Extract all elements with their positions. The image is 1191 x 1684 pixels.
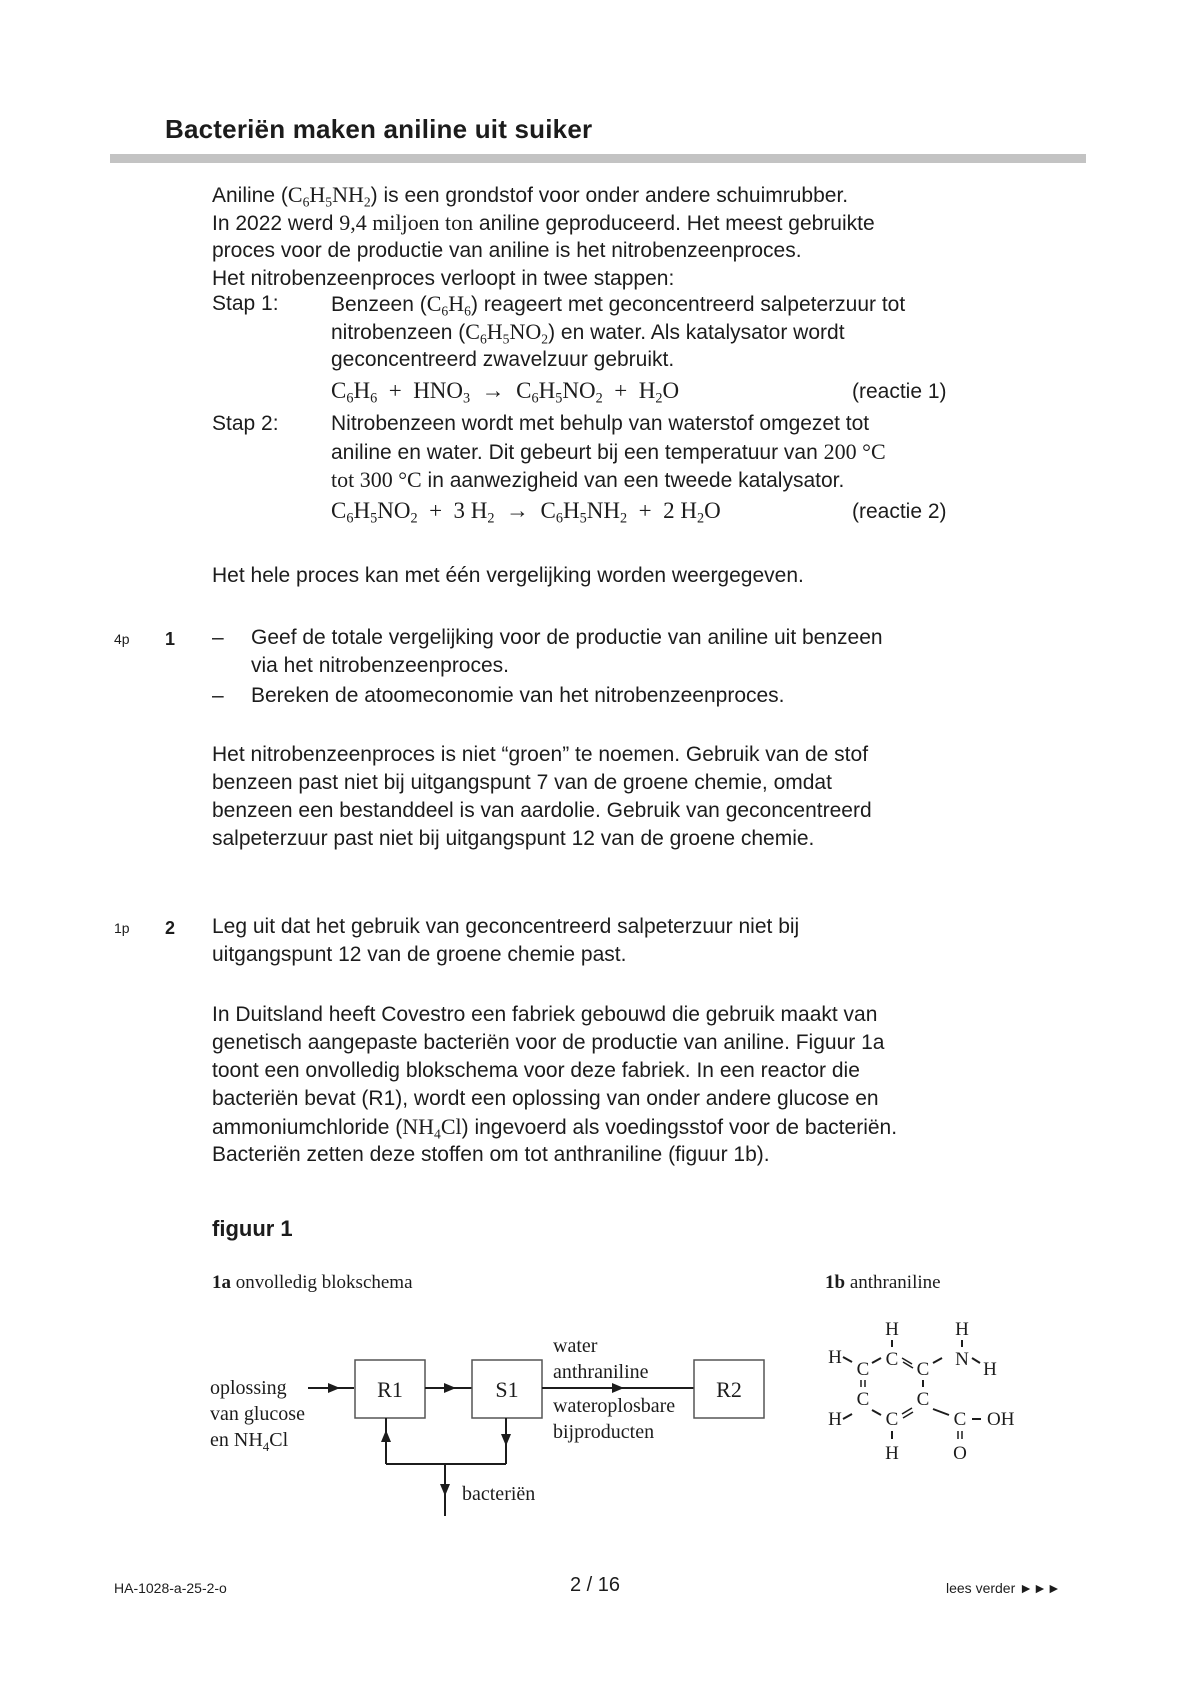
green-paragraph-line-1: Het nitrobenzeenproces is niet “groen” te noemen. Gebruik van de stof: [212, 743, 869, 766]
reaction-1-equation: $C_6H_6 + HNO_3 \to C_6H_5NO_2 + H_2O$: [331, 378, 680, 407]
intro-line-2: In 2022 werd 9,4 miljoen ton aniline geproduceerd. Het meest gebruikte: [212, 210, 875, 235]
step-1-label: Stap 1:: [212, 292, 279, 315]
stream-label-water: water: [553, 1335, 598, 1357]
question-1-item-1-line-1: Geef de totale vergelijking voor de productie van aniline uit benzeen: [251, 626, 883, 649]
page-title: Bacteriën maken aniline uit suiker: [165, 114, 593, 144]
block-r1-label: R1: [377, 1377, 403, 1402]
atom-n: N: [955, 1349, 969, 1370]
r1-up-arrowhead: [381, 1430, 391, 1442]
next-page-indicator: lees verder ►►►: [946, 1580, 1061, 1596]
step-2-line-2: aniline en water. Dit gebeurt bij een temperatuur van 200 °C: [331, 439, 886, 464]
covestro-line-3: toont een onvolledig blokschema voor deze fabriek. In een reactor die: [212, 1059, 860, 1082]
question-2-number: 2: [165, 918, 176, 938]
reaction-2-label: (reactie 2): [852, 500, 947, 523]
question-2-points: 1p: [114, 920, 130, 936]
step-2-line-3: tot 300 °C in aanwezigheid van een tweede katalysator.: [331, 467, 845, 492]
atom-h-bottom: H: [885, 1443, 899, 1464]
input-label-line-3: en $NH_4Cl$: [210, 1429, 289, 1454]
stream-label-wateroplosbare: wateroplosbare: [553, 1395, 676, 1417]
atom-c-top-right: C: [916, 1359, 930, 1380]
question-1-item-2-line-1: Bereken de atoomeconomie van het nitrobenzeenproces.: [251, 684, 785, 707]
step-2-label: Stap 2:: [212, 412, 279, 435]
s1-down-arrowhead: [501, 1434, 511, 1446]
step-1-line-3: geconcentreerd zwavelzuur gebruikt.: [331, 348, 675, 371]
figure-title: figuur 1: [212, 1216, 293, 1241]
step-2-line-1: Nitrobenzeen wordt met behulp van waterstof omgezet tot: [331, 412, 870, 435]
stream-label-anthraniline: anthraniline: [553, 1361, 649, 1383]
intro-line-4: Het nitrobenzeenproces verloopt in twee stappen:: [212, 267, 675, 290]
aniline-formula: $C_6H_5NH_2$: [287, 182, 371, 210]
atom-c-top: C: [885, 1349, 899, 1370]
atom-h-left: H: [828, 1347, 842, 1368]
title-divider: [110, 154, 1086, 163]
bacteria-out-arrowhead: [440, 1484, 450, 1496]
green-paragraph-line-2: benzeen past niet bij uitgangspunt 7 van de groene chemie, omdat: [212, 771, 832, 794]
input-label-line-2: van glucose: [210, 1403, 305, 1425]
stream-label-bijproducten: bijproducten: [553, 1421, 655, 1443]
green-paragraph-line-3: benzeen een bestanddeel is van aardolie. Gebruik van geconcentreerd: [212, 799, 872, 822]
figure-1b-caption: 1b anthraniline: [825, 1272, 941, 1293]
covestro-line-5: ammoniumchloride $(NH_4Cl)$ ingevoerd als voedingsstof voor de bacteriën.: [212, 1114, 898, 1142]
atom-h-bottom-left: H: [828, 1409, 842, 1430]
page-number: 2 / 16: [570, 1574, 621, 1596]
block-diagram: [200, 1320, 790, 1520]
s1-r2-arrowhead: [612, 1383, 624, 1393]
covestro-line-6: Bacteriën zetten deze stoffen om tot anthraniline (figuur 1b).: [212, 1143, 770, 1166]
input-arrowhead: [328, 1383, 340, 1393]
block-r2-label: R2: [716, 1377, 742, 1402]
question-1-bullet-2: –: [212, 684, 224, 707]
question-2-line-2: uitgangspunt 12 van de groene chemie past.: [212, 943, 627, 966]
input-label-line-1: oplossing: [210, 1377, 287, 1399]
question-1-points: 4p: [114, 631, 130, 647]
atom-c-bottom: C: [885, 1409, 899, 1430]
atom-oh: OH: [987, 1409, 1015, 1430]
intro-line-3: proces voor de productie van aniline is het nitrobenzeenproces.: [212, 239, 802, 262]
block-s1-label: S1: [495, 1377, 519, 1402]
question-1-bullet-1: –: [212, 626, 224, 649]
exam-code: HA-1028-a-25-2-o: [114, 1580, 227, 1596]
bacteria-label: bacteriën: [462, 1483, 536, 1505]
question-2-line-1: Leg uit dat het gebruik van geconcentreerd salpeterzuur niet bij: [212, 915, 800, 938]
anthraniline-structure: [815, 1315, 1035, 1495]
whole-process-text: Het hele proces kan met één vergelijking worden weergegeven.: [212, 564, 804, 587]
atom-o: O: [953, 1443, 967, 1464]
covestro-line-4: bacteriën bevat (R1), wordt een oplossing van onder andere glucose en: [212, 1087, 879, 1110]
reaction-1-label: (reactie 1): [852, 380, 947, 403]
atom-c-bottom-left: C: [856, 1389, 870, 1410]
atom-c-top-left: C: [856, 1359, 870, 1380]
step-1-line-2: nitrobenzeen $(C_6H_5NO_2)$ en water. Als katalysator wordt: [331, 319, 845, 347]
green-paragraph-line-4: salpeterzuur past niet bij uitgangspunt 12 van de groene chemie.: [212, 827, 815, 850]
covestro-line-2: genetisch aangepaste bacteriën voor de productie van aniline. Figuur 1a: [212, 1031, 885, 1054]
atom-c-bottom-right: C: [916, 1389, 930, 1410]
atom-h-top-left: H: [885, 1319, 899, 1340]
step-1-line-1: Benzeen $(C_6H_6)$ reageert met geconcentreerd salpeterzuur tot: [331, 291, 906, 319]
intro-line-1: Aniline $(C_6H_5NH_2)$ is een grondstof voor onder andere schuimrubber.: [212, 182, 849, 210]
reaction-2-equation: $C_6H_5NO_2 + 3$ $H_2 \to C_6H_5NH_2 + 2$ $H_2O$: [331, 498, 721, 527]
atom-h-top-right: H: [955, 1319, 969, 1340]
atom-c-carboxyl: C: [953, 1409, 967, 1430]
covestro-line-1: In Duitsland heeft Covestro een fabriek gebouwd die gebruik maakt van: [212, 1003, 878, 1026]
atom-h-n: H: [983, 1359, 997, 1380]
question-1-number: 1: [165, 629, 176, 649]
question-1-item-1-line-2: via het nitrobenzeenproces.: [251, 654, 509, 677]
figure-1a-caption: 1a onvolledig blokschema: [212, 1272, 413, 1293]
r1-s1-arrowhead: [444, 1383, 456, 1393]
